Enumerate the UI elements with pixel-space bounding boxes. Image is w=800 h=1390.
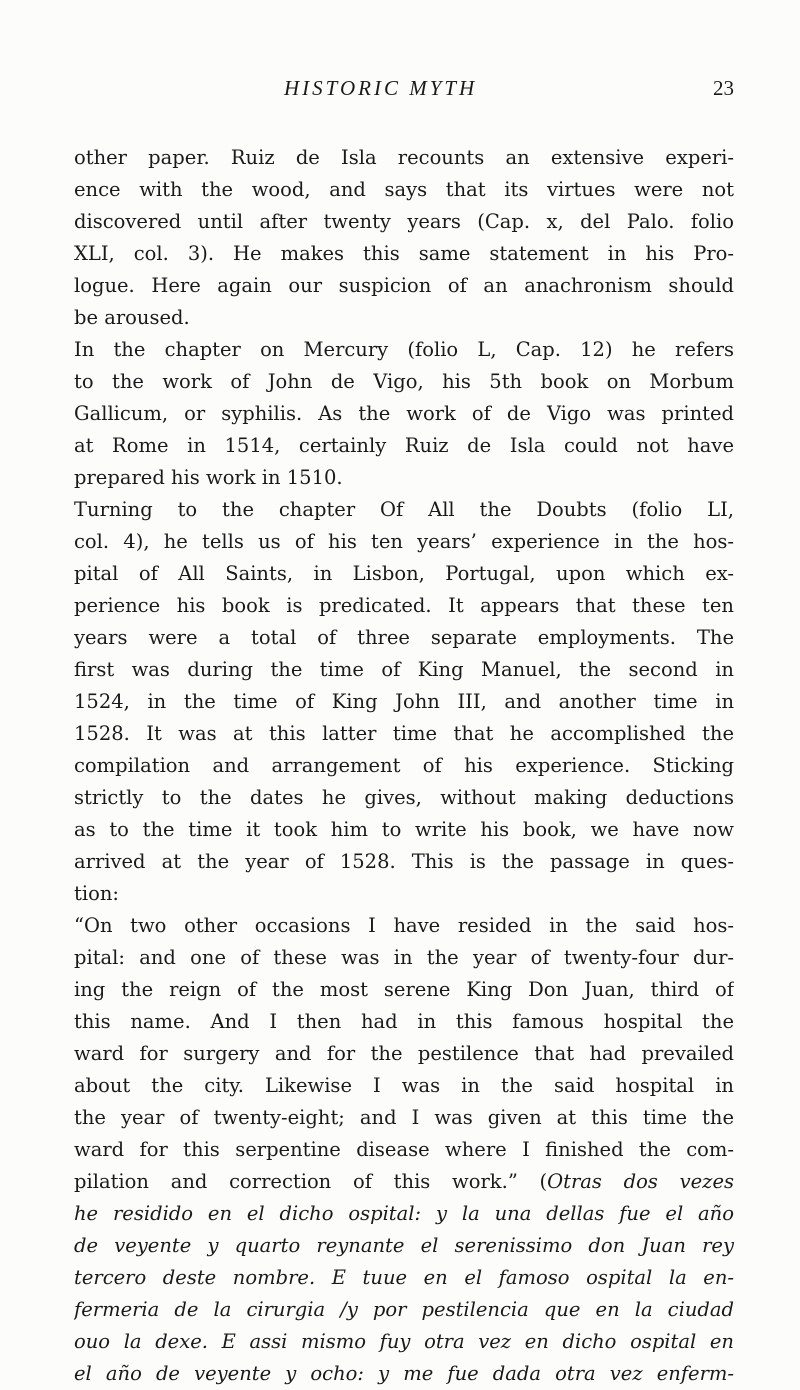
text-line: strictly to the dates he gives, without making deductions	[74, 786, 734, 809]
text-line: other paper. Ruiz de Isla recounts an extensive experi-	[74, 146, 734, 169]
text-line: perience his book is predicated. It appears that these ten	[74, 594, 734, 617]
text-line: ouo la dexe. E assi mismo fuy otra vez en dicho ospital en	[74, 1330, 734, 1353]
text-line: Gallicum, or syphilis. As the work of de Vigo was printed	[74, 402, 734, 425]
text-line: el año de veyente y ocho: y me fue dada otra vez enferm-	[74, 1362, 734, 1385]
text-line: this name. And I then had in this famous hospital the	[74, 1010, 734, 1033]
text-line: about the city. Likewise I was in the said hospital in	[74, 1074, 734, 1097]
text-line: ward for surgery and for the pestilence that had prevailed	[74, 1042, 734, 1065]
spanish-quote-start: Otras dos vezes	[547, 1170, 734, 1193]
text-line: to the work of John de Vigo, his 5th book on Morbum	[74, 370, 734, 393]
quote-close: pilation and correction of this work.” (	[74, 1170, 548, 1193]
text-line: 1524, in the time of King John III, and another time in	[74, 690, 734, 713]
text-line: be aroused.	[74, 306, 190, 329]
text-line: fermeria de la cirurgia /y por pestilencia que en la ciudad	[74, 1298, 734, 1321]
text-line: tion:	[74, 882, 119, 905]
text-line: at Rome in 1514, certainly Ruiz de Isla could not have	[74, 434, 734, 457]
book-page	[74, 0, 734, 1385]
body-text	[74, 142, 734, 1390]
text-line: ward for this serpentine disease where I finished the com-	[74, 1138, 734, 1161]
text-line: col. 4), he tells us of his ten years’ experience in the hos-	[74, 530, 734, 553]
text-line: prepared his work in 1510.	[74, 466, 343, 489]
text-line: arrived at the year of 1528. This is the passage in ques-	[74, 850, 734, 873]
text-line: compilation and arrangement of his experience. Sticking	[74, 754, 734, 777]
page-header	[74, 76, 734, 106]
text-line: discovered until after twenty years (Cap. x, del Palo. folio	[74, 210, 734, 233]
text-line: pital of All Saints, in Lisbon, Portugal, upon which ex-	[74, 562, 734, 585]
text-line	[74, 1166, 734, 1198]
text-line: as to the time it took him to write his book, we have now	[74, 818, 734, 841]
text-line: XLI, col. 3). He makes this same statement in his Pro-	[74, 242, 734, 265]
text-line: 1528. It was at this latter time that he accomplished the	[74, 722, 734, 745]
text-line: logue. Here again our suspicion of an anachronism should	[74, 274, 734, 297]
text-line: pital: and one of these was in the year of twenty-four dur-	[74, 946, 734, 969]
text-line: first was during the time of King Manuel, the second in	[74, 658, 734, 681]
text-line: the year of twenty-eight; and I was given at this time the	[74, 1106, 734, 1129]
text-line: tercero deste nombre. E tuue en el famoso ospital la en-	[74, 1266, 734, 1289]
text-line: de veyente y quarto reynante el serenissimo don Juan rey	[74, 1234, 734, 1257]
text-line: years were a total of three separate employments. The	[74, 626, 734, 649]
text-line: “On two other occasions I have resided in the said hos-	[74, 914, 734, 937]
text-line: he residido en el dicho ospital: y la una dellas fue el año	[74, 1202, 734, 1225]
text-line: ence with the wood, and says that its virtues were not	[74, 178, 734, 201]
running-head: HISTORIC MYTH	[284, 76, 478, 100]
text-line: ing the reign of the most serene King Don Juan, third of	[74, 978, 734, 1001]
text-line: Turning to the chapter Of All the Doubts (folio LI,	[74, 498, 734, 521]
page-number: 23	[713, 76, 734, 100]
text-line: In the chapter on Mercury (folio L, Cap. 12) he refers	[74, 338, 734, 361]
